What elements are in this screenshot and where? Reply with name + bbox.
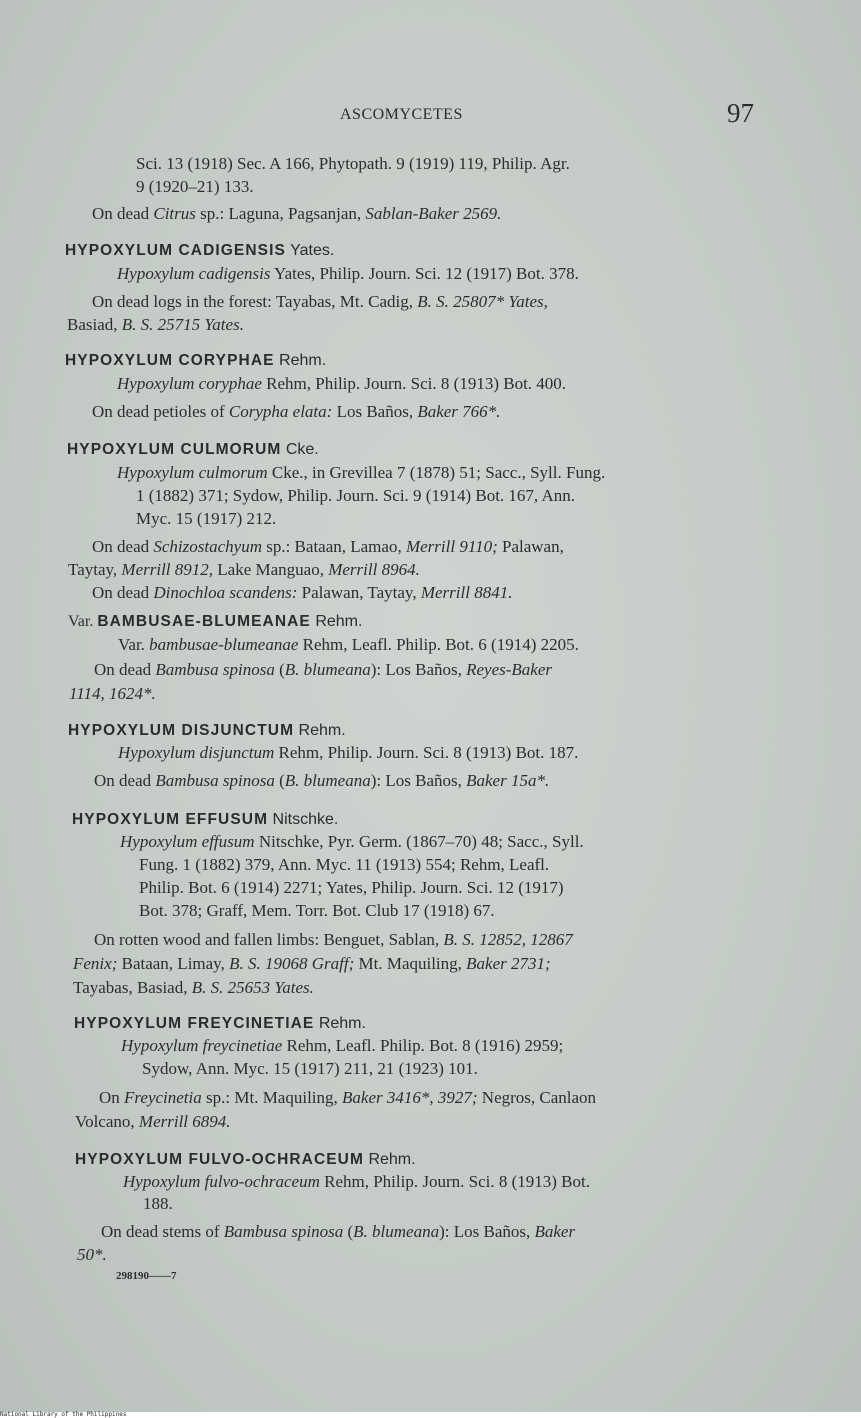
occurrence-line: Basiad, B. S. 25715 Yates. xyxy=(67,315,244,334)
citation-line: 1 (1882) 371; Sydow, Philip. Journ. Sci. 9 (1914) Bot. 167, Ann. xyxy=(136,486,576,505)
occurrence-line: On dead stems of Bambusa spinosa (B. blumeana): Los Baños, Baker xyxy=(101,1222,576,1241)
page-number: 97 xyxy=(727,98,754,128)
library-credit: National Library of the Philippines xyxy=(0,1411,127,1418)
print-signature-code: 298190——7 xyxy=(116,1270,177,1282)
occurrence-line: On Freycinetia sp.: Mt. Maquiling, Baker 3416*, 3927; Negros, Canlaon xyxy=(99,1088,597,1107)
species-heading: HYPOXYLUM CORYPHAE Rehm. xyxy=(65,352,327,369)
citation-line: Philip. Bot. 6 (1914) 2271; Yates, Philip. Journ. Sci. 12 (1917) xyxy=(139,878,564,897)
species-heading: HYPOXYLUM CADIGENSIS Yates. xyxy=(65,242,335,259)
occurrence-line: 50*. xyxy=(77,1245,107,1264)
citation-line: Hypoxylum effusum Nitschke, Pyr. Germ. (1867–70) 48; Sacc., Syll. xyxy=(120,832,584,851)
occurrence-line: On dead Bambusa spinosa (B. blumeana): Los Baños, Reyes-Baker xyxy=(94,660,552,679)
occurrence-line: On dead Schizostachyum sp.: Bataan, Lamao, Merrill 9110; Palawan, xyxy=(92,537,564,556)
variety-heading: Var. BAMBUSAE-BLUMEANAE Rehm. xyxy=(68,613,363,630)
citation-line: Hypoxylum freycinetiae Rehm, Leafl. Philip. Bot. 8 (1916) 2959; xyxy=(121,1036,564,1055)
citation-line: Var. bambusae-blumeanae Rehm, Leafl. Philip. Bot. 6 (1914) 2205. xyxy=(118,635,579,654)
text-line: Sci. 13 (1918) Sec. A 166, Phytopath. 9 (1919) 119, Philip. Agr. xyxy=(136,154,570,173)
species-heading: HYPOXYLUM FREYCINETIAE Rehm. xyxy=(74,1015,366,1032)
species-heading: HYPOXYLUM FULVO-OCHRACEUM Rehm. xyxy=(75,1151,416,1168)
occurrence-line: Tayabas, Basiad, B. S. 25653 Yates. xyxy=(73,978,314,997)
citation-line: Hypoxylum cadigensis Yates, Philip. Journ. Sci. 12 (1917) Bot. 378. xyxy=(117,264,579,283)
species-heading: HYPOXYLUM EFFUSUM Nitschke. xyxy=(72,811,339,828)
citation-line: Myc. 15 (1917) 212. xyxy=(136,509,277,528)
species-heading: HYPOXYLUM DISJUNCTUM Rehm. xyxy=(68,722,346,739)
citation-line: Hypoxylum culmorum Cke., in Grevillea 7 (1878) 51; Sacc., Syll. Fung. xyxy=(117,463,606,482)
occurrence-line: 1114, 1624*. xyxy=(69,684,156,703)
text-line: 9 (1920–21) 133. xyxy=(136,177,254,196)
occurrence-line: On dead Citrus sp.: Laguna, Pagsanjan, Sablan-Baker 2569. xyxy=(92,204,502,223)
citation-line: Hypoxylum disjunctum Rehm, Philip. Journ. Sci. 8 (1913) Bot. 187. xyxy=(118,743,579,762)
occurrence-line: On rotten wood and fallen limbs: Benguet, Sablan, B. S. 12852, 12867 xyxy=(94,930,573,949)
occurrence-line: Fenix; Bataan, Limay, B. S. 19068 Graff; Mt. Maquiling, Baker 2731; xyxy=(73,954,551,973)
running-head: ASCOMYCETES xyxy=(340,106,463,123)
occurrence-line: Taytay, Merrill 8912, Lake Manguao, Merrill 8964. xyxy=(68,560,420,579)
citation-line: Fung. 1 (1882) 379, Ann. Myc. 11 (1913) 554; Rehm, Leafl. xyxy=(139,855,550,874)
occurrence-line: On dead Dinochloa scandens: Palawan, Taytay, Merrill 8841. xyxy=(92,583,513,602)
species-heading: HYPOXYLUM CULMORUM Cke. xyxy=(67,441,319,458)
occurrence-line: Volcano, Merrill 6894. xyxy=(75,1112,231,1131)
citation-line: Sydow, Ann. Myc. 15 (1917) 211, 21 (1923) 101. xyxy=(142,1059,478,1078)
citation-line: 188. xyxy=(143,1194,173,1213)
occurrence-line: On dead Bambusa spinosa (B. blumeana): Los Baños, Baker 15a*. xyxy=(94,771,550,790)
citation-line: Hypoxylum fulvo-ochraceum Rehm, Philip. Journ. Sci. 8 (1913) Bot. xyxy=(123,1172,590,1191)
occurrence-line: On dead logs in the forest: Tayabas, Mt. Cadig, B. S. 25807* Yates, xyxy=(92,292,548,311)
citation-line: Hypoxylum coryphae Rehm, Philip. Journ. Sci. 8 (1913) Bot. 400. xyxy=(117,374,567,393)
occurrence-line: On dead petioles of Corypha elata: Los Baños, Baker 766*. xyxy=(92,402,501,421)
citation-line: Bot. 378; Graff, Mem. Torr. Bot. Club 17 (1918) 67. xyxy=(139,901,495,920)
